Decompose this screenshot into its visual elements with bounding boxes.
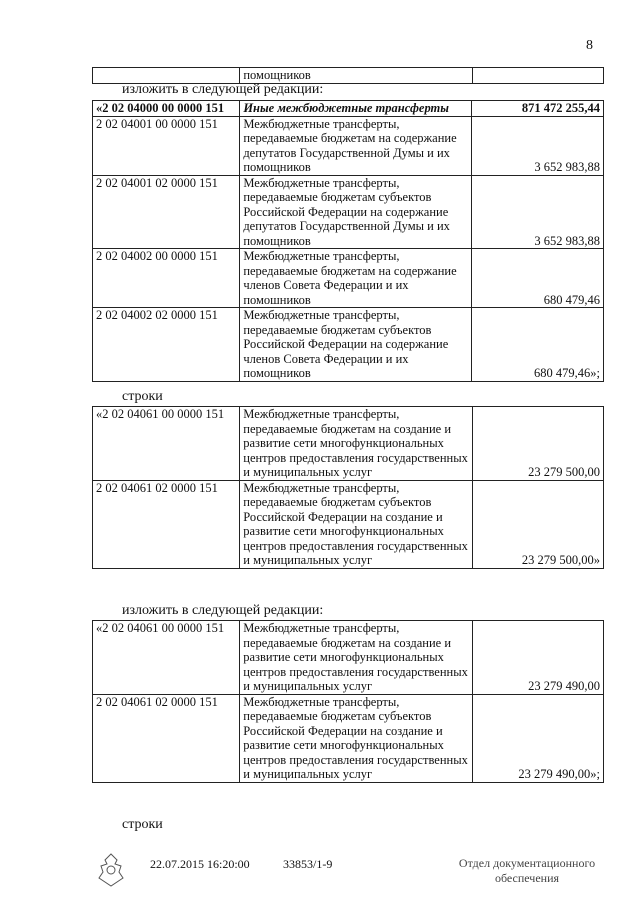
amount-cell: 3 652 983,88 <box>472 116 604 175</box>
code-cell: 2 02 04061 02 0000 151 <box>93 694 240 782</box>
table-row <box>93 101 604 117</box>
table-row <box>93 68 604 84</box>
description-cell: Межбюджетные трансферты, передаваемые бюджетам субъектов Российской Федерации на создание и развитие сети многофункциональных центров предоставления государственных и муниципальных услуг <box>240 480 472 568</box>
description-cell: Межбюджетные трансферты, передаваемые бюджетам субъектов Российской Федерации на создание и развитие сети многофункциональных центров предоставления государственных и муниципальных услуг <box>240 694 472 782</box>
budget-table-lines <box>92 406 604 569</box>
section-heading: строки <box>122 389 163 404</box>
section-heading: строки <box>122 817 163 832</box>
code-cell: 2 02 04001 02 0000 151 <box>93 175 240 249</box>
code-cell: 2 02 04001 00 0000 151 <box>93 116 240 175</box>
description-cell: Межбюджетные трансферты, передаваемые бюджетам субъектов Российской Федерации на содержание депутатов Государственной Думы и их помощников <box>240 175 472 249</box>
code-cell: 2 02 04061 02 0000 151 <box>93 480 240 568</box>
description-cell: Межбюджетные трансферты, передаваемые бюджетам на создание и развитие сети многофункциональных центров предоставления государственных и муниципальных услуг <box>240 407 472 481</box>
footer-doc-number: 33853/1-9 <box>283 857 333 871</box>
budget-table-new-edition-2 <box>92 620 604 783</box>
code-cell: 2 02 04002 02 0000 151 <box>93 308 240 382</box>
amount-cell: 680 479,46 <box>472 249 604 308</box>
section-heading: изложить в следующей редакции: <box>122 82 324 97</box>
amount-cell: 3 652 983,88 <box>472 175 604 249</box>
code-cell: «2 02 04000 00 0000 151 <box>93 101 240 117</box>
page-number: 8 <box>586 38 593 53</box>
table-row <box>93 249 604 308</box>
description-cell: Межбюджетные трансферты, передаваемые бюджетам на содержание членов Совета Федерации и их помошников <box>240 249 472 308</box>
footer-date: 22.07.2015 16:20:00 <box>150 857 250 871</box>
table-row <box>93 116 604 175</box>
coat-of-arms-emblem <box>95 852 127 888</box>
stamp-line: обеспечения <box>494 871 560 885</box>
description-cell: Иные межбюджетные трансферты <box>240 101 472 117</box>
table-row <box>93 175 604 249</box>
amount-cell: 23 279 500,00» <box>472 480 603 568</box>
amount-cell <box>472 68 603 84</box>
code-cell: «2 02 04061 00 0000 151 <box>93 621 240 695</box>
description-cell: Межбюджетные трансферты, передаваемые бюджетам на создание и развитие сети многофункциональных центров предоставления государственных и муниципальных услуг <box>240 621 472 695</box>
description-cell: помощников <box>240 68 472 84</box>
section-heading: изложить в следующей редакции: <box>122 603 324 618</box>
stamp-line: Отдел документационного <box>458 856 596 870</box>
description-cell: Межбюджетные трансферты, передаваемые бюджетам субъектов Российской Федерации на содержание членов Совета Федерации и их помощников <box>240 308 472 382</box>
amount-cell: 680 479,46»; <box>472 308 604 382</box>
department-stamp <box>452 856 602 886</box>
code-cell: 2 02 04002 00 0000 151 <box>93 249 240 308</box>
amount-cell: 871 472 255,44 <box>472 101 604 117</box>
amount-cell: 23 279 500,00 <box>472 407 603 481</box>
code-cell: «2 02 04061 00 0000 151 <box>93 407 240 481</box>
code-cell <box>93 68 240 84</box>
description-cell: Межбюджетные трансферты, передаваемые бюджетам на содержание депутатов Государственной Думы и их помощников <box>240 116 472 175</box>
table-row <box>93 407 604 481</box>
table-row <box>93 694 604 782</box>
table-row <box>93 308 604 382</box>
budget-table-new-edition <box>92 100 604 382</box>
table-row <box>93 621 604 695</box>
amount-cell: 23 279 490,00»; <box>472 694 603 782</box>
amount-cell: 23 279 490,00 <box>472 621 603 695</box>
table-row <box>93 480 604 568</box>
